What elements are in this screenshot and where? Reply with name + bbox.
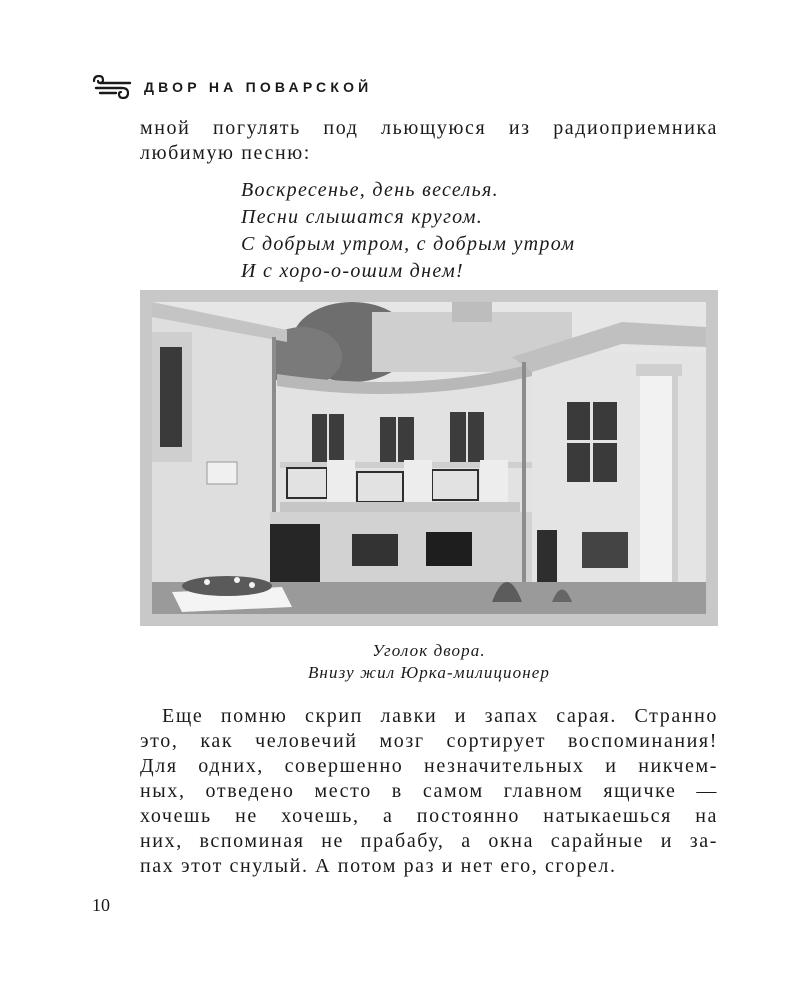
intro-text — [140, 116, 718, 166]
body-paragraph — [140, 704, 718, 879]
song-verse — [241, 177, 575, 285]
swirl-ornament-icon — [92, 74, 132, 100]
verse-line: И с хоро-о-ошим днем! — [241, 260, 465, 282]
running-title: ДВОР НА ПОВАРСКОЙ — [144, 79, 373, 95]
verse-line: Песни слышатся кругом. — [241, 206, 484, 228]
text-line: пах этот снулый. А потом раз и нет его, сгорел. — [140, 855, 617, 877]
text-line: мной погулять под льющуюся из радиоприемника — [140, 117, 718, 139]
page-number: 10 — [92, 895, 110, 915]
photo-frame — [140, 290, 718, 626]
text-line: них, вспоминая не прабабу, а окна сарайные и за- — [140, 830, 718, 852]
text-line: Еще помню скрип лавки и запах сарая. Странно — [162, 705, 718, 727]
verse-line: С добрым утром, с добрым утром — [241, 233, 576, 255]
text-line: Для одних, совершенно незначительных и никчем- — [140, 755, 718, 777]
caption-line: Внизу жил Юрка-милиционер — [307, 663, 551, 682]
text-line: это, как человечий мозг сортирует воспоминания! — [140, 730, 718, 752]
text-line: любимую песню: — [140, 142, 311, 164]
text-line: ных, отведено место в самом главном ящичке — — [140, 780, 718, 802]
text-line: хочешь не хочешь, а постоянно натыкаешься на — [140, 805, 718, 827]
running-head — [92, 72, 372, 102]
courtyard-photo — [152, 302, 706, 614]
photo-caption — [140, 640, 718, 684]
verse-line: Воскресенье, день веселья. — [241, 179, 499, 201]
caption-line: Уголок двора. — [372, 641, 486, 660]
